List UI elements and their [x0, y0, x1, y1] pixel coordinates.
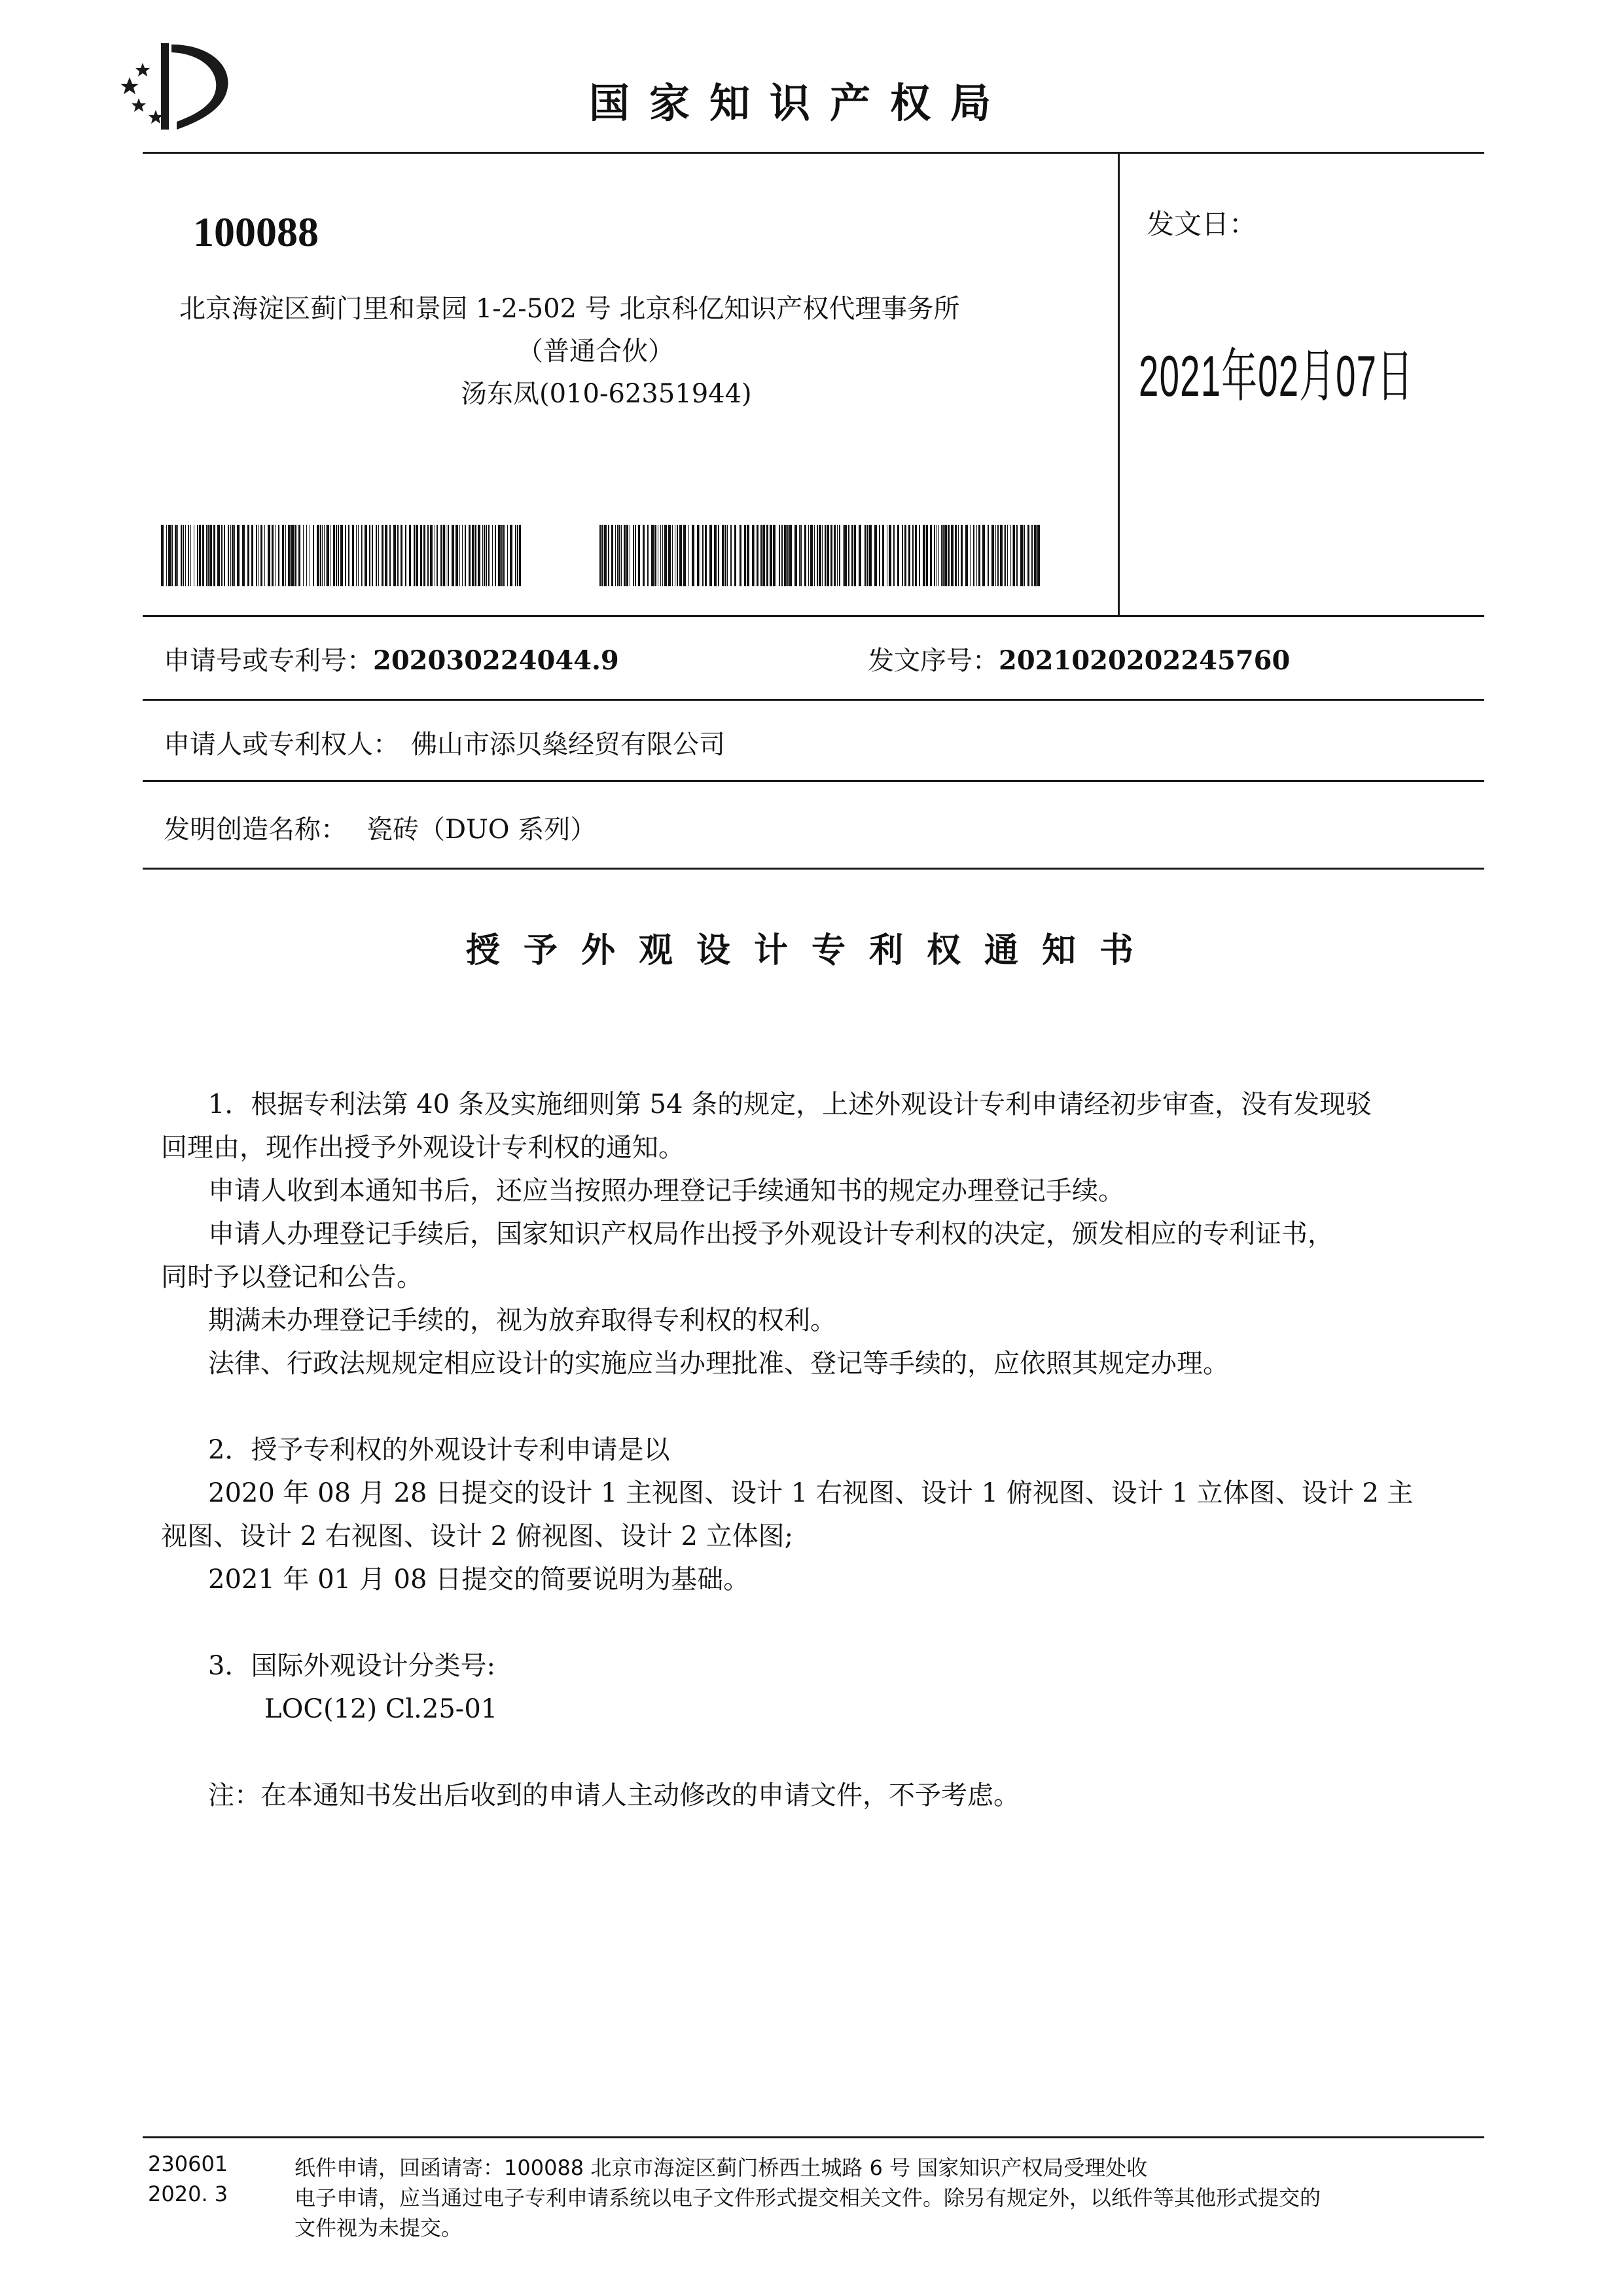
- barcode-bar: [810, 525, 813, 586]
- barcode-bar: [298, 525, 300, 586]
- barcode-bar: [369, 525, 370, 586]
- barcode-bar: [409, 525, 411, 586]
- classification-number: LOC(12) Cl.25-01: [264, 1694, 498, 1724]
- barcode-bar: [361, 525, 362, 586]
- barcode-bar: [822, 525, 823, 586]
- barcode-bar: [313, 525, 314, 586]
- barcode-bar: [638, 525, 640, 586]
- barcode-bar: [942, 525, 944, 586]
- logo-star: [132, 98, 146, 112]
- barcode-bar: [697, 525, 699, 586]
- barcode-bar: [306, 525, 307, 586]
- barcode-bar: [1031, 525, 1033, 586]
- barcode-bar: [859, 525, 861, 586]
- note: 注：在本通知书发出后收到的申请人主动修改的申请文件，不予考虑。: [208, 1780, 1020, 1810]
- invention-row: [164, 809, 596, 846]
- barcode-bar: [181, 525, 182, 586]
- barcode-bar: [854, 525, 856, 586]
- barcode-bar: [465, 525, 466, 586]
- barcode-bar: [507, 525, 508, 586]
- header-divider: [1118, 152, 1120, 615]
- section-3-heading: 3．国际外观设计分类号:: [208, 1651, 495, 1681]
- barcode-bar: [618, 525, 620, 586]
- barcode-bar: [800, 525, 802, 586]
- barcode-bar: [475, 525, 476, 586]
- barcode-bar: [275, 525, 276, 586]
- barcode-bar: [688, 525, 689, 586]
- barcode-bar: [469, 525, 471, 586]
- barcode-bar: [166, 525, 167, 586]
- barcode-bar: [171, 525, 173, 586]
- barcode-bar: [893, 525, 895, 586]
- invention-name: 瓷砖（DUO 系列）: [366, 815, 597, 845]
- barcode-bar: [437, 525, 438, 586]
- barcode-bar: [599, 525, 601, 586]
- barcode-bar: [376, 525, 377, 586]
- barcode-bar: [604, 525, 607, 586]
- barcode-bar: [611, 525, 613, 586]
- barcode-bar: [951, 525, 954, 586]
- barcode-bar: [492, 525, 493, 586]
- barcode-bar: [264, 525, 265, 586]
- barcode-bar: [495, 525, 496, 586]
- barcode-bar: [251, 525, 253, 586]
- barcode-bar: [679, 525, 682, 586]
- barcode-bar: [936, 525, 937, 586]
- applicant-name: 佛山市添贝燊经贸有限公司: [411, 730, 725, 760]
- barcode-bar: [879, 525, 880, 586]
- barcode-bar: [814, 525, 815, 586]
- barcode-bar: [819, 525, 821, 586]
- barcode-bar: [624, 525, 626, 586]
- barcode-bar: [177, 525, 178, 586]
- barcode-bar: [501, 525, 503, 586]
- barcode-bar: [348, 525, 349, 586]
- section-2-line-3: 2021 年 01 月 08 日提交的简要说明为基础。: [208, 1564, 750, 1595]
- barcode-bar: [702, 525, 704, 586]
- barcode-bar: [242, 525, 245, 586]
- barcode-bar: [864, 525, 865, 586]
- barcode-bar: [486, 525, 487, 586]
- footer-rule: [143, 2136, 1484, 2138]
- barcode-bar: [608, 525, 609, 586]
- barcode-bar: [944, 525, 947, 586]
- barcode-bar: [730, 525, 732, 586]
- barcode-bar: [789, 525, 792, 586]
- barcode-bar: [672, 525, 673, 586]
- barcode-bar: [757, 525, 758, 586]
- barcode-bar: [217, 525, 220, 586]
- barcode-bar: [705, 525, 707, 586]
- row-rule: [143, 615, 1484, 617]
- issue-date: 2021年02月07日: [1139, 344, 1414, 408]
- barcode-bar: [209, 525, 212, 586]
- barcode-bar: [282, 525, 284, 586]
- recipient-address: 北京海淀区蓟门里和景园 1-2-502 号 北京科亿知识产权代理事务所: [179, 294, 960, 324]
- barcode-bar: [338, 525, 339, 586]
- barcode-bar: [213, 525, 215, 586]
- barcode-bar: [615, 525, 616, 586]
- row-rule: [143, 699, 1484, 701]
- barcode-bar: [327, 525, 329, 586]
- serial-number-row: [868, 640, 1290, 677]
- barcode-bar: [955, 525, 957, 586]
- barcode-bar: [965, 525, 968, 586]
- barcode-bar: [882, 525, 884, 586]
- barcode-bar: [1020, 525, 1023, 586]
- barcode-bar: [988, 525, 989, 586]
- barcode-bar: [1037, 525, 1040, 586]
- barcode-bar: [941, 525, 942, 586]
- barcode-bar: [448, 525, 449, 586]
- barcode-bar: [405, 525, 406, 586]
- barcode-bar: [970, 525, 971, 586]
- barcode-bar: [322, 525, 323, 586]
- recipient-postcode: 100088: [193, 209, 319, 255]
- barcode-bar: [908, 525, 910, 586]
- row-rule: [143, 780, 1484, 782]
- barcode-bar: [414, 525, 415, 586]
- barcode-bar: [317, 525, 319, 586]
- barcode-bar: [839, 525, 840, 586]
- barcode-bar: [1004, 525, 1005, 586]
- barcode-bar: [272, 525, 274, 586]
- barcode-bar: [808, 525, 809, 586]
- barcode-bar: [654, 525, 656, 586]
- serial-number: 2021020202245760: [999, 645, 1291, 676]
- barcode-bar: [393, 525, 396, 586]
- barcode-bar: [459, 525, 460, 586]
- barcode-bar: [1000, 525, 1003, 586]
- form-version: 2020. 3: [148, 2181, 228, 2206]
- barcode-bar: [278, 525, 279, 586]
- barcode-bar: [1013, 525, 1015, 586]
- barcode-bar: [804, 525, 806, 586]
- logo-p-mark: [161, 43, 228, 130]
- barcode-bar: [291, 525, 294, 586]
- barcode-bar: [752, 525, 754, 586]
- barcode-bar: [851, 525, 853, 586]
- barcode-bar: [462, 525, 463, 586]
- barcode-bar: [247, 525, 249, 586]
- barcode-bar: [727, 525, 728, 586]
- barcode-bar: [1027, 525, 1029, 586]
- barcode-bar: [365, 525, 367, 586]
- form-code: 230601: [148, 2151, 228, 2176]
- barcode-bar: [372, 525, 373, 586]
- barcode-bar: [260, 525, 262, 586]
- barcode-bar: [827, 525, 829, 586]
- barcode-bar: [190, 525, 191, 586]
- section-2-line-2: 视图、设计 2 右视图、设计 2 俯视图、设计 2 立体图;: [161, 1521, 794, 1551]
- footer-electronic-notice-cont: 文件视为未提交。: [294, 2216, 463, 2240]
- row-rule: [143, 868, 1484, 870]
- barcode-bar: [843, 525, 844, 586]
- barcode-bar: [784, 525, 787, 586]
- application-number-label: 申请号或专利号：: [164, 646, 373, 676]
- barcode-bar: [867, 525, 868, 586]
- logo-star: [120, 77, 139, 94]
- barcode-bar: [766, 525, 768, 586]
- barcode-bar: [948, 525, 950, 586]
- barcode-bar: [234, 525, 235, 586]
- barcode-bar: [324, 525, 325, 586]
- barcode-bar: [718, 525, 719, 586]
- barcode-bar: [904, 525, 906, 586]
- applicant-label: 申请人或专利权人：: [164, 730, 399, 760]
- barcode-bar: [844, 525, 847, 586]
- barcode-bar: [773, 525, 775, 586]
- notice-title: 授予外观设计专利权通知书: [465, 931, 1157, 970]
- barcode-bar: [345, 525, 346, 586]
- barcode-bar: [779, 525, 780, 586]
- applicant-row: [164, 724, 725, 761]
- barcode-bar: [320, 525, 321, 586]
- barcode-bar: [923, 525, 925, 586]
- paragraph-grant-line-1: 申请人办理登记手续后，国家知识产权局作出授予外观设计专利权的决定，颁发相应的专利证书，: [208, 1219, 1334, 1249]
- barcode-bar: [443, 525, 445, 586]
- barcode-bar: [256, 525, 257, 586]
- barcode-bar: [515, 525, 516, 586]
- barcode-bar: [762, 525, 765, 586]
- barcode-bar: [336, 525, 337, 586]
- barcode-bar: [794, 525, 797, 586]
- barcode-bar: [285, 525, 286, 586]
- barcode-bar: [326, 525, 327, 586]
- barcode-bar: [185, 525, 186, 586]
- cnipa-logo: [116, 38, 241, 136]
- barcode-bar: [420, 525, 422, 586]
- barcode-bar: [799, 525, 800, 586]
- barcode-bar: [747, 525, 749, 586]
- barcode-bar: [714, 525, 717, 586]
- barcode-bar: [722, 525, 724, 586]
- barcode-bar: [202, 525, 204, 586]
- application-number-row: [164, 640, 619, 677]
- barcode-bar: [617, 525, 618, 586]
- barcode-bar: [961, 525, 963, 586]
- barcode-bar: [770, 525, 772, 586]
- barcode-bar: [161, 525, 164, 586]
- section-2-line-1: 2020 年 08 月 28 日提交的设计 1 主视图、设计 1 右视图、设计 1 俯视图、设计 1 立体图、设计 2 主: [208, 1478, 1414, 1508]
- paragraph-grant-line-2: 同时予以登记和公告。: [161, 1262, 423, 1292]
- barcode-bar: [503, 525, 505, 586]
- footer-electronic-notice: 电子申请，应当通过电子专利申请系统以电子文件形式提交相关文件。除另有规定外，以纸件等其他形式提交的: [294, 2185, 1321, 2210]
- barcode-bar: [725, 525, 726, 586]
- barcode-bar: [340, 525, 343, 586]
- barcode-bar: [834, 525, 836, 586]
- barcode-bar: [440, 525, 442, 586]
- barcode-bar: [237, 525, 240, 586]
- barcode-bar: [382, 525, 383, 586]
- barcode-bar: [389, 525, 391, 586]
- barcode-bar: [874, 525, 877, 586]
- barcode-bar: [817, 525, 818, 586]
- barcode-bar: [199, 525, 201, 586]
- recipient-address-cont: （普通合伙）: [517, 336, 674, 366]
- barcode-bar: [288, 525, 291, 586]
- barcode-bar: [633, 525, 634, 586]
- barcode-bar: [997, 525, 999, 586]
- barcode-bar: [385, 525, 387, 586]
- barcode-bar: [787, 525, 789, 586]
- barcode-bar: [982, 525, 985, 586]
- barcode-bar: [401, 525, 402, 586]
- barcode-bar: [934, 525, 935, 586]
- barcode-bar: [991, 525, 994, 586]
- barcode-bar: [865, 525, 866, 586]
- barcode-bar: [423, 525, 425, 586]
- barcode-bar: [478, 525, 480, 586]
- barcode-bar: [973, 525, 974, 586]
- barcode-bar: [510, 525, 512, 586]
- barcode-bar: [958, 525, 959, 586]
- barcode-bar: [739, 525, 740, 586]
- barcode-bar: [926, 525, 928, 586]
- barcode-bar: [206, 525, 207, 586]
- barcode-bar: [378, 525, 379, 586]
- barcode-bar: [1016, 525, 1018, 586]
- paragraph-legal: 法律、行政法规规定相应设计的实施应当办理批准、登记等手续的，应依照其规定办理。: [208, 1349, 1229, 1379]
- barcode-bar: [183, 525, 184, 586]
- barcode-bar: [452, 525, 454, 586]
- barcode-bar: [869, 525, 872, 586]
- barcode-bar: [781, 525, 783, 586]
- barcode-bar: [995, 525, 996, 586]
- barcode-bar: [919, 525, 920, 586]
- barcode-bar: [175, 525, 177, 586]
- barcode-bar: [848, 525, 849, 586]
- barcode-bar: [902, 525, 903, 586]
- barcode-bar: [760, 525, 762, 586]
- section-2-heading: 2．授予专利权的外观设计专利申请是以: [208, 1435, 670, 1465]
- barcode-bar: [488, 525, 490, 586]
- barcode-bar: [647, 525, 649, 586]
- invention-label: 发明创造名称：: [164, 815, 347, 845]
- barcode-bar: [643, 525, 645, 586]
- barcode-bar: [664, 525, 667, 586]
- barcode-bar: [677, 525, 678, 586]
- barcode-bar: [224, 525, 225, 586]
- barcode-bar: [303, 525, 304, 586]
- paragraph-deadline: 期满未办理登记手续的，视为放弃取得专利权的权利。: [208, 1305, 836, 1335]
- barcode-bar: [482, 525, 483, 586]
- barcode-bar: [472, 525, 474, 586]
- barcode-bar: [740, 525, 741, 586]
- section-1-line-2: 回理由，现作出授予外观设计专利权的通知。: [161, 1133, 685, 1163]
- barcode-bar: [938, 525, 939, 586]
- barcode-bar: [232, 525, 234, 586]
- barcode-bar: [837, 525, 838, 586]
- barcode-bar: [1010, 525, 1011, 586]
- barcode-bar: [1024, 525, 1025, 586]
- paragraph-registration: 申请人收到本通知书后，还应当按照办理登记手续通知书的规定办理登记手续。: [208, 1176, 1124, 1206]
- barcode-bar: [692, 525, 694, 586]
- issue-date-label: 发文日：: [1147, 208, 1257, 240]
- barcode-bar: [635, 525, 636, 586]
- barcode-bar: [333, 525, 335, 586]
- barcode-bar: [430, 525, 433, 586]
- barcode-bar: [1034, 525, 1037, 586]
- barcode-bar: [825, 525, 826, 586]
- application-number: 202030224044.9: [373, 645, 619, 676]
- barcode-bar: [976, 525, 977, 586]
- barcode-right: [599, 525, 1044, 586]
- barcode-bar: [356, 525, 357, 586]
- barcode-bar: [601, 525, 603, 586]
- barcode-bar: [517, 525, 518, 586]
- barcode-bar: [621, 525, 622, 586]
- barcode-bar: [221, 525, 223, 586]
- header-rule: [143, 152, 1484, 154]
- barcode-bar: [427, 525, 429, 586]
- barcode-bar: [352, 525, 354, 586]
- barcode-left: [161, 525, 522, 586]
- barcode-bar: [416, 525, 418, 586]
- barcode-bar: [709, 525, 712, 586]
- barcode-bar: [498, 525, 501, 586]
- serial-number-label: 发文序号：: [868, 646, 999, 676]
- barcode-bar: [197, 525, 198, 586]
- barcode-bar: [188, 525, 189, 586]
- barcode-bar: [519, 525, 521, 586]
- barcode-bar: [912, 525, 914, 586]
- barcode-bar: [626, 525, 628, 586]
- office-name: 国家知识产权局: [589, 79, 1011, 127]
- barcode-bar: [660, 525, 661, 586]
- barcode-bar: [889, 525, 891, 586]
- barcode-bar: [358, 525, 359, 586]
- barcode-bar: [744, 525, 746, 586]
- footer-paper-address: 纸件申请，回函请寄：100088 北京市海淀区蓟门桥西土城路 6 号 国家知识产权局受理处收: [294, 2155, 1148, 2180]
- barcode-bar: [1007, 525, 1008, 586]
- barcode-bar: [168, 525, 171, 586]
- barcode-bar: [683, 525, 686, 586]
- barcode-bar: [294, 525, 296, 586]
- barcode-bar: [662, 525, 663, 586]
- barcode-bar: [230, 525, 231, 586]
- barcode-bar: [978, 525, 980, 586]
- barcode-bar: [830, 525, 832, 586]
- barcode-bar: [734, 525, 736, 586]
- logo-star: [149, 110, 163, 124]
- section-1-line-1: 1．根据专利法第 40 条及实施细则第 54 条的规定，上述外观设计专利申请经初步审查，没有发现驳: [208, 1089, 1372, 1120]
- recipient-contact: 汤东凤(010-62351944): [461, 379, 752, 409]
- barcode-bar: [397, 525, 399, 586]
- barcode-bar: [207, 525, 209, 586]
- barcode-bar: [484, 525, 485, 586]
- barcode-bar: [915, 525, 917, 586]
- barcode-bar: [897, 525, 899, 586]
- barcode-bar: [651, 525, 654, 586]
- logo-star: [135, 63, 150, 77]
- barcode-bar: [268, 525, 270, 586]
- barcode-bar: [228, 525, 229, 586]
- barcode-bar: [1005, 525, 1006, 586]
- barcode-bar: [455, 525, 458, 586]
- barcode-bar: [668, 525, 671, 586]
- barcode-bar: [930, 525, 932, 586]
